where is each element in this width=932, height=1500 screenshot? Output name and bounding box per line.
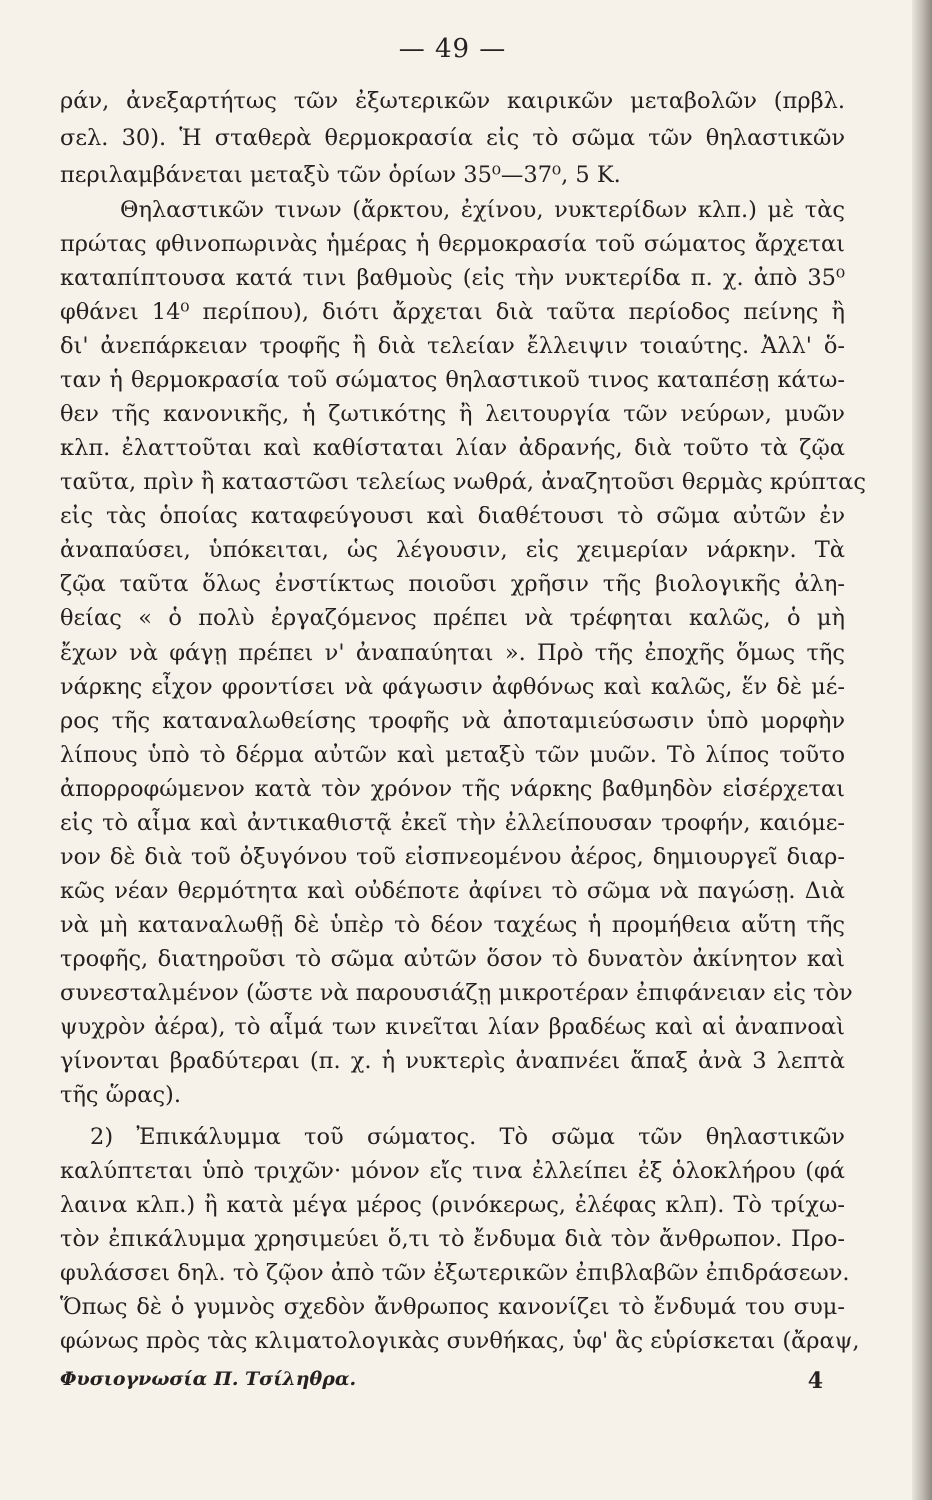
text-line-15: ζῷα ταῦτα ὅλως ἐνστίκτως ποιοῦσι χρῆσιν τῆς βιολογικῆς ἀλη- bbox=[60, 571, 845, 597]
text-line-3: περιλαμβάνεται μεταξὺ τῶν ὁρίων 35⁰—37⁰, 5 Κ. bbox=[60, 162, 621, 188]
text-line-12: ταῦτα, πρὶν ἢ καταστῶσι τελείως νωθρά, ἀναζητοῦσι θερμὰς κρύπτας bbox=[60, 469, 866, 495]
text-line-1: ράν, ἀνεξαρτήτως τῶν ἐξωτερικῶν καιρικῶν μεταβολῶν (πρβλ. bbox=[60, 88, 845, 114]
text-line-35: φυλάσσει δηλ. τὸ ζῷον ἀπὸ τῶν ἐξωτερικῶν ἐπιβλαβῶν ἐπιδράσεων. bbox=[60, 1260, 850, 1286]
text-line-36: Ὅπως δὲ ὁ γυμνὸς σχεδὸν ἄνθρωπος κανονίζει τὸ ἔνδυμά του συμ- bbox=[60, 1294, 845, 1320]
text-line-37: φώνως πρὸς τὰς κλιματολογικὰς συνθήκας, ὑφ' ἃς εὑρίσκεται (ἄραψ, bbox=[60, 1328, 860, 1354]
text-line-25: νὰ μὴ καταναλωθῇ δὲ ὑπὲρ τὸ δέον ταχέως ἡ προμήθεια αὕτη τῆς bbox=[60, 912, 845, 938]
text-line-27: συνεσταλμένον (ὥστε νὰ παρουσιάζῃ μικροτέραν ἐπιφάνειαν εἰς τὸν bbox=[60, 980, 853, 1006]
text-line-28: ψυχρὸν ἀέρα), τὸ αἷμά των κινεῖται λίαν βραδέως καὶ αἱ ἀναπνοαὶ bbox=[60, 1014, 845, 1040]
text-line-34: τὸν ἐπικάλυμμα χρησιμεύει ὅ,τι τὸ ἔνδυμα διὰ τὸν ἄνθρωπον. Προ- bbox=[60, 1226, 845, 1252]
text-line-26: τροφῆς, διατηροῦσι τὸ σῶμα αὐτῶν ὅσον τὸ δυνατὸν ἀκίνητον καὶ bbox=[60, 946, 845, 972]
text-line-18: νάρκης εἶχον φροντίσει νὰ φάγωσιν ἀφθόνως καὶ καλῶς, ἕν δὲ μέ- bbox=[60, 674, 845, 700]
text-line-33: λαινα κλπ.) ἢ κατὰ μέγα μέρος (ρινόκερως, ἐλέφας κλπ). Τὸ τρίχω- bbox=[60, 1192, 845, 1218]
text-line-16: θείας « ὁ πολὺ ἐργαζόμενος πρέπει νὰ τρέφηται καλῶς, ὁ μὴ bbox=[60, 605, 845, 631]
text-line-20: λίπους ὑπὸ τὸ δέρμα αὐτῶν καὶ μεταξὺ τῶν μυῶν. Τὸ λίπος τοῦτο bbox=[60, 742, 845, 768]
text-line-32: καλύπτεται ὑπὸ τριχῶν· μόνον εἴς τινα ἐλλείπει ἐξ ὁλοκλήρου (φά bbox=[60, 1158, 845, 1184]
page-binding-edge bbox=[912, 0, 932, 1500]
text-line-5: πρώτας φθινοπωρινὰς ἡμέρας ἡ θερμοκρασία τοῦ σώματος ἄρχεται bbox=[60, 231, 845, 257]
text-line-10: θεν τῆς κανονικῆς, ἡ ζωτικότης ἢ λειτουργία τῶν νεύρων, μυῶν bbox=[60, 401, 845, 427]
text-line-22: εἰς τὸ αἷμα καὶ ἀντικαθιστᾷ ἐκεῖ τὴν ἐλλείπουσαν τροφήν, καιόμε- bbox=[60, 810, 845, 836]
text-line-9: ταν ἡ θερμοκρασία τοῦ σώματος θηλαστικοῦ τινος καταπέσῃ κάτω- bbox=[60, 367, 845, 393]
text-line-7: φθάνει 14⁰ περίπου), διότι ἄρχεται διὰ ταῦτα περίοδος πείνης ἢ bbox=[60, 299, 845, 325]
text-line-2: σελ. 30). Ἡ σταθερὰ θερμοκρασία εἰς τὸ σῶμα τῶν θηλαστικῶν bbox=[60, 125, 845, 151]
text-line-13: εἰς τὰς ὁποίας καταφεύγουσι καὶ διαθέτουσι τὸ σῶμα αὐτῶν ἐν bbox=[60, 503, 845, 529]
text-line-8: δι' ἀνεπάρκειαν τροφῆς ἢ διὰ τελείαν ἔλλειψιν τοιαύτης. Ἀλλ' ὅ- bbox=[60, 333, 845, 359]
text-line-24: κῶς νέαν θερμότητα καὶ οὐδέποτε ἀφίνει τὸ σῶμα νὰ παγώσῃ. Διὰ bbox=[60, 878, 845, 904]
text-line-23: νον δὲ διὰ τοῦ ὀξυγόνου τοῦ εἰσπνεομένου ἀέρος, δημιουργεῖ διαρ- bbox=[60, 844, 845, 870]
page-number: — 49 — bbox=[398, 34, 507, 64]
text-line-11: κλπ. ἐλαττοῦται καὶ καθίσταται λίαν ἀδρανής, διὰ τοῦτο τὰ ζῷα bbox=[60, 435, 845, 461]
text-line-17: ἔχων νὰ φάγῃ πρέπει ν' ἀναπαύηται ». Πρὸ τῆς ἐποχῆς ὅμως τῆς bbox=[60, 640, 845, 666]
text-line-4: Θηλαστικῶν τινων (ἄρκτου, ἐχίνου, νυκτερίδων κλπ.) μὲ τὰς bbox=[120, 197, 845, 223]
text-line-30: τῆς ὥρας). bbox=[60, 1082, 181, 1108]
book-page bbox=[60, 0, 866, 1500]
text-line-6: καταπίπτουσα κατά τινι βαθμοὺς (εἰς τὴν νυκτερίδα π. χ. ἀπὸ 35⁰ bbox=[60, 265, 845, 291]
footer-signature: 4 bbox=[807, 1368, 823, 1394]
section-heading-line: 2) Ἐπικάλυμμα τοῦ σώματος. Τὸ σῶμα τῶν θηλαστικῶν bbox=[90, 1124, 845, 1150]
text-line-14: ἀναπαύσει, ὑπόκειται, ὡς λέγουσιν, εἰς χειμερίαν νάρκην. Τὰ bbox=[60, 537, 845, 563]
footer-book-title: Φυσιογνωσία Π. Τσίληθρα. bbox=[60, 1368, 357, 1390]
page-footer bbox=[60, 1368, 845, 1400]
text-line-29: γίνονται βραδύτεραι (π. χ. ἡ νυκτερὶς ἀναπνέει ἅπαξ ἀνὰ 3 λεπτὰ bbox=[60, 1048, 845, 1074]
text-line-21: ἀπορροφώμενον κατὰ τὸν χρόνον τῆς νάρκης βαθμηδὸν εἰσέρχεται bbox=[60, 776, 845, 802]
text-line-19: ρος τῆς καταναλωθείσης τροφῆς νὰ ἀποταμιεύσωσιν ὑπὸ μορφὴν bbox=[60, 708, 845, 734]
